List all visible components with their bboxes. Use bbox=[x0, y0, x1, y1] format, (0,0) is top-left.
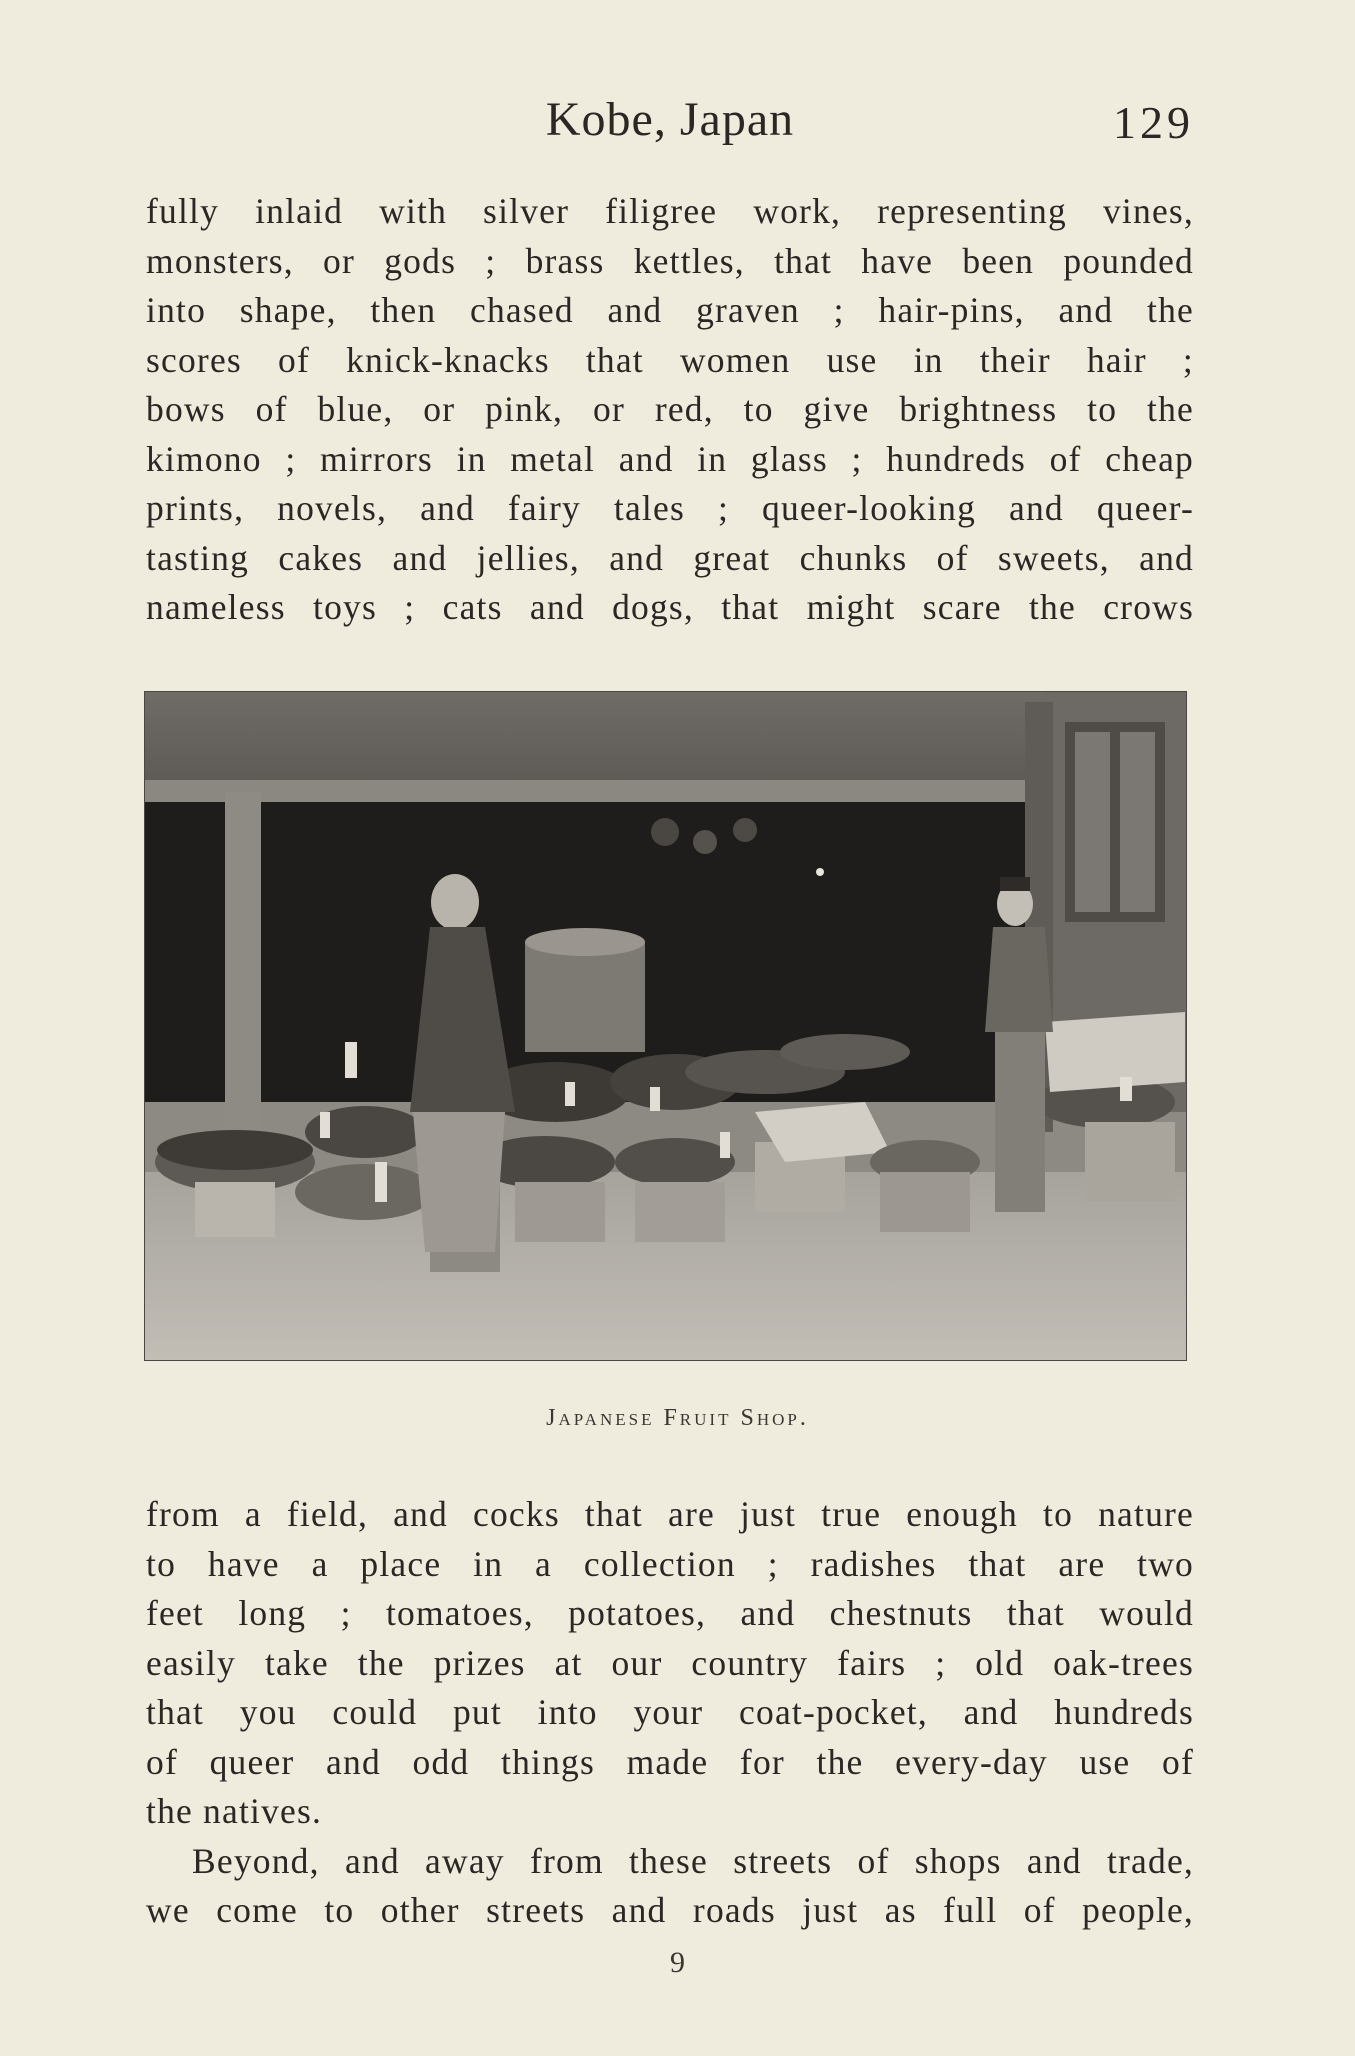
text-block-bottom bbox=[146, 1490, 1194, 1936]
running-title: Kobe, Japan bbox=[545, 93, 795, 146]
text-line: we come to other streets and roads just as full of people, bbox=[146, 1890, 1194, 1930]
page-number: 129 bbox=[1113, 97, 1194, 148]
paragraph-first-line: Beyond, and away from these streets of shops and trade, bbox=[192, 1840, 1194, 1881]
text-line: that you could put into your coat-pocket, and hundreds bbox=[146, 1692, 1194, 1732]
text-line: fully inlaid with silver filigree work, representing vines, bbox=[146, 191, 1194, 231]
photograph-illustration bbox=[145, 692, 1186, 1360]
text-line: easily take the prizes at our country fairs ; old oak-trees bbox=[146, 1642, 1194, 1683]
text-line: nameless toys ; cats and dogs, that might scare the crows bbox=[146, 587, 1194, 627]
fruit-shop-photograph bbox=[145, 692, 1186, 1360]
text-line: bows of blue, or pink, or red, to give brightness to the bbox=[146, 389, 1194, 429]
text-line: to have a place in a collection ; radishes that are two bbox=[146, 1543, 1194, 1584]
signature-mark: 9 bbox=[670, 1946, 685, 1979]
text-line: prints, novels, and fairy tales ; queer-looking and queer- bbox=[146, 488, 1194, 528]
text-line: feet long ; tomatoes, potatoes, and chestnuts that would bbox=[146, 1593, 1194, 1633]
text-line: monsters, or gods ; brass kettles, that have been pounded bbox=[146, 240, 1194, 281]
text-line: scores of knick-knacks that women use in their hair ; bbox=[146, 339, 1194, 380]
text-line: from a field, and cocks that are just true enough to nature bbox=[146, 1494, 1194, 1534]
page-header bbox=[146, 92, 1194, 152]
text-line: kimono ; mirrors in metal and in glass ; hundreds of cheap bbox=[146, 438, 1194, 479]
text-line: tasting cakes and jellies, and great chunks of sweets, and bbox=[146, 537, 1194, 578]
text-line: the natives. bbox=[146, 1791, 323, 1831]
text-line: of queer and odd things made for the every-day use of bbox=[146, 1741, 1194, 1782]
plate-caption: Japanese Fruit Shop. bbox=[546, 1405, 809, 1431]
text-block-top bbox=[146, 187, 1194, 633]
text-line: into shape, then chased and graven ; hair-pins, and the bbox=[146, 290, 1194, 330]
